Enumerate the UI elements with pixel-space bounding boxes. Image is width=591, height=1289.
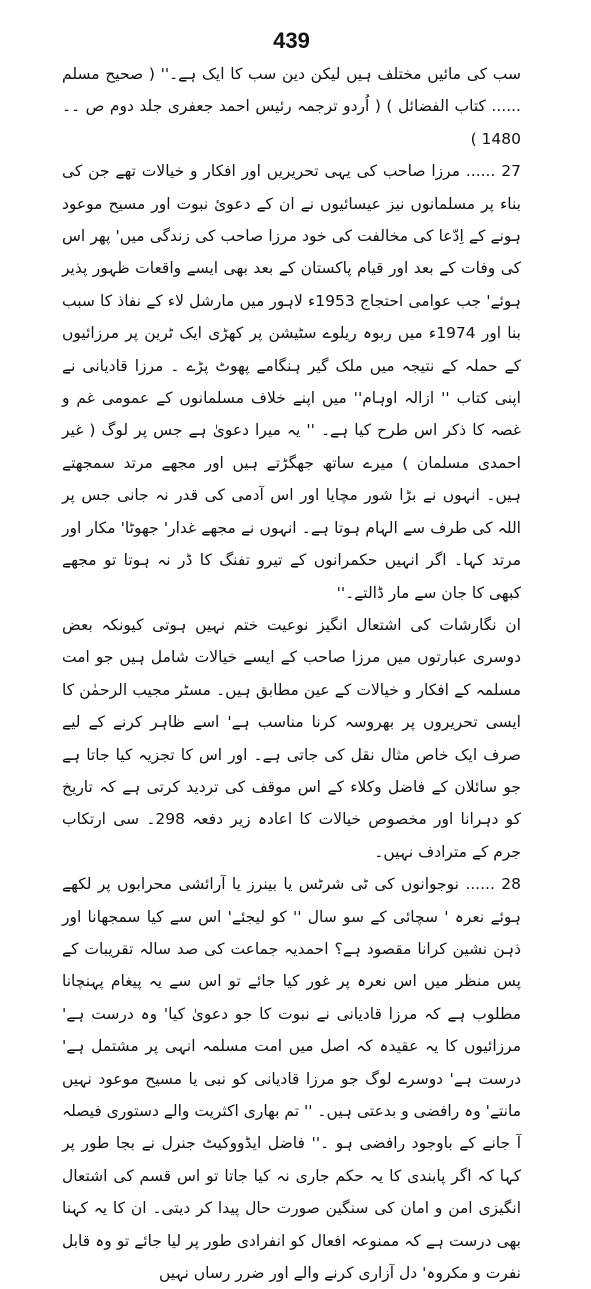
paragraph-28: 28 ...... نوجوانوں کی ٹی شرٹس یا بینرز یا آرائشی محرابوں پر لکھے ہوئے نعرہ ' سچائی کے سو سال '' کو لیجئے' اس سے کیا سمجھانا اور ذہن نشین کرانا مقصود ہے؟ احمدیہ جماعت کی صد سالہ تقریبات کے پس منظر میں اس نعرہ پر غور کیا جائے تو اس سے یہ پیغام پہنچانا مطلوب ہے کہ مرزا قادیانی نے نبوت کا جو دعویٰ کیا' وہ درست ہے' مرزائیوں کا یہ عقیدہ کہ اصل میں امت مسلمہ انہی پر مشتمل ہے' درست ہے' دوسرے لوگ جو مرزا قادیانی کو نبی یا مسیح موعود نہیں مانتے' وہ رافضی و بدعتی ہیں۔ '' تم بھاری اکثریت والے دستوری فیصلہ آ جانے کے باوجود رافضی ہو ۔'' فاضل ایڈووکیٹ جنرل نے بجا طور پر کہا کہ اگر پابندی کا یہ حکم جاری نہ کیا جاتا تو اس قسم کی اشتعال انگیزی امن و امان کی سنگین صورت حال پیدا کر دیتی۔ ان کا یہ کہنا بھی درست ہے کہ ممنوعہ افعال کو انفرادی طور پر لیا جائے تو وہ قابل نفرت و مکروہ' دل آزاری کرنے والے اور ضرر رساں نہیں: [62, 875, 521, 1283]
page-number: 439: [273, 28, 310, 53]
paragraph-27: 27 ...... مرزا صاحب کی یہی تحریریں اور افکار و خیالات تھے جن کی بناء پر مسلمانوں نیز عیسائیوں نے ان کے دعوئ نبوت اور مسیح موعود ہونے کے اِدّعا کی مخالفت کی خود مرزا صاحب کی زندگی میں' پھر اس کی وفات کے بعد اور قیام پاکستان کے بعد بھی ایسے واقعات ظہور پذیر ہوئے' جب عوامی احتجاج 1953ء لاہور میں مارشل لاء کے نفاذ کا سبب بنا اور 1974ء میں ربوہ ریلوے سٹیشن پر کھڑی ایک ٹرین پر مرزائیوں کے حملہ کے نتیجہ میں ملک گیر ہنگامے پھوٹ پڑے ۔ مرزا قادیانی نے اپنی کتاب '' ازالہ اوہام'' میں اپنے خلاف مسلمانوں کے عمومی غم و غصہ کا ذکر اس طرح کیا ہے۔ '' یہ میرا دعویٰ ہے جس پر لوگ ( غیر احمدی مسلمان ) میرے ساتھ جھگڑتے ہیں اور مجھے مرتد سمجھتے ہیں۔ انہوں نے بڑا شور مچایا اور اس آدمی کی قدر نہ جانی جس پر اللہ کی طرف سے الہام ہوتا ہے۔ انہوں نے مجھے غدار' جھوٹا' مکار اور مرتد کہا۔ اگر انہیں حکمرانوں کے تیرو تفنگ کا ڈر نہ ہوتا تو مجھے کبھی کا جان سے مار ڈالتے۔'': [62, 162, 521, 602]
quote-citation: سب کی مائیں مختلف ہیں لیکن دین سب کا ایک ہے۔'' ( صحیح مسلم ...... کتاب الفضائل ) ( اُردو ترجمہ رئیس احمد جعفری جلد دوم ص ۔۔ 1480 ): [62, 65, 521, 148]
document-body: [62, 58, 521, 1289]
paragraph-analysis: ان نگارشات کی اشتعال انگیز نوعیت ختم نہیں ہوتی کیونکہ بعض دوسری عبارتوں میں مرزا صاحب کے ایسے خیالات شامل ہیں جو امت مسلمہ کے افکار و خیالات کے عین مطابق ہیں۔ مسٹر مجیب الرحمٰن کا ایسی تحریروں پر بھروسہ کرنا مناسب ہے' اسے ظاہر کرنے کے لیے صرف ایک خاص مثال نقل کی جاتی ہے۔ اور اس کا تجزیہ کیا جاتا ہے جو سائلان کے فاضل وکلاء کے اس موقف کی تردید کرتی ہے کہ تاریخ کو دہرانا اور مخصوص خیالات کا اعادہ زیر دفعہ 298۔ سی ارتکاب جرم کے مترادف نہیں۔: [62, 615, 521, 861]
